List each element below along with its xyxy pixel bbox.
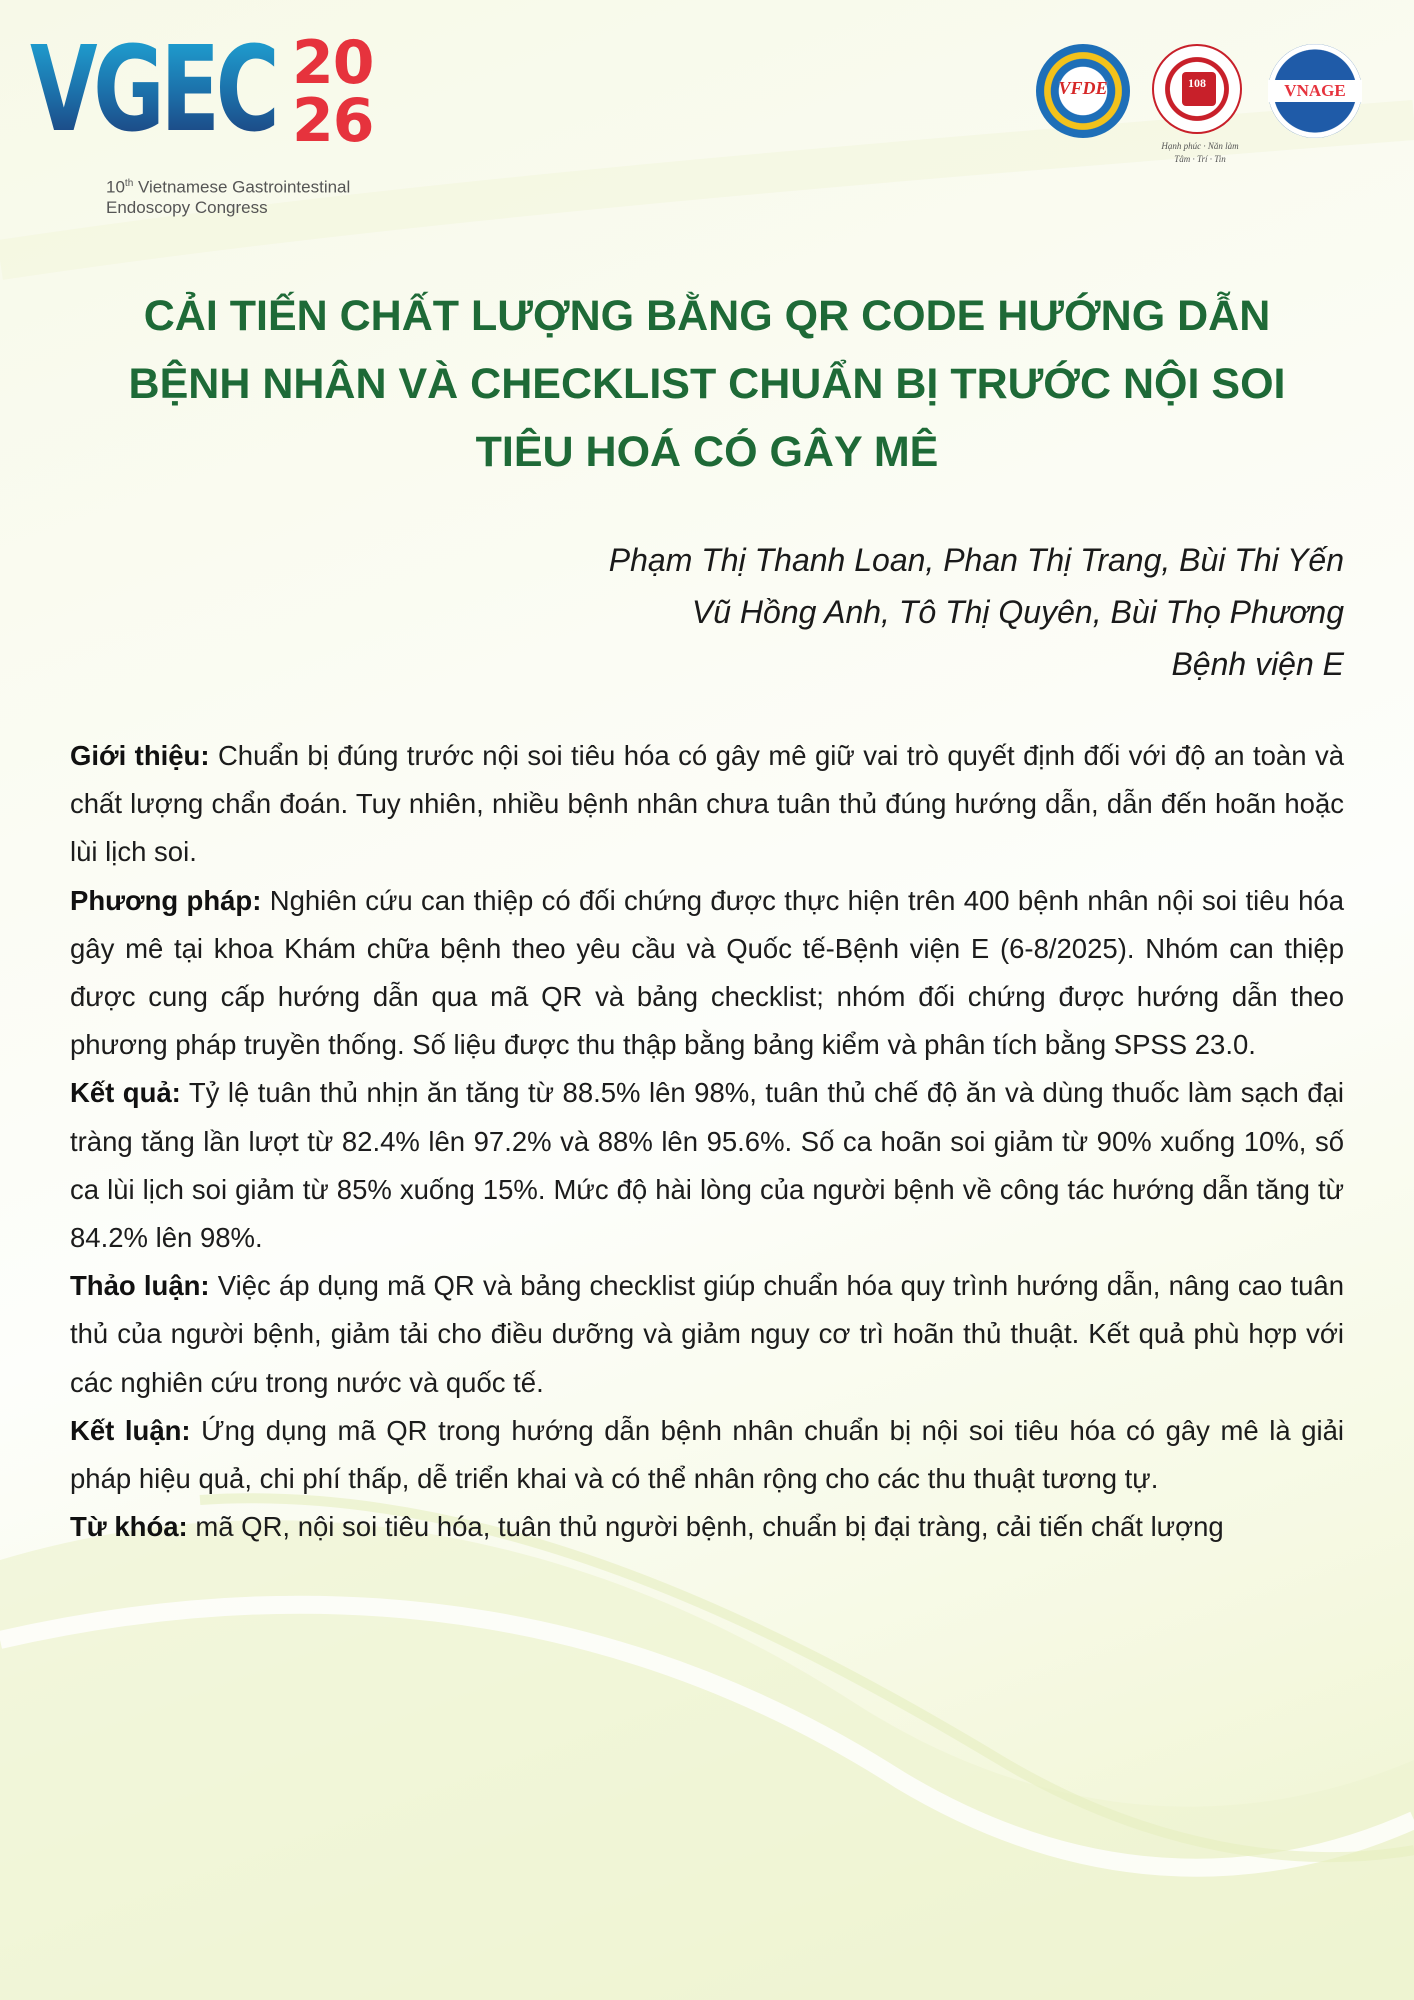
section-keywords-text: mã QR, nội soi tiêu hóa, tuân thủ người bệnh, chuẩn bị đại tràng, cải tiến chất lượng [187, 1511, 1224, 1543]
paper-title [60, 282, 1354, 486]
title-line-2: BỆNH NHÂN VÀ CHECKLIST CHUẨN BỊ TRƯỚC NỘI SOI [128, 360, 1286, 408]
section-conclusion-text: Ứng dụng mã QR trong hướng dẫn bệnh nhân chuẩn bị nội soi tiêu hóa có gây mê là giải pháp hiệu quả, chi phí thấp, dễ triển khai và có thể nhân rộng cho các thu thuật tương tự. [70, 1414, 1345, 1495]
logo-subtitle-ordinal-suffix: th [124, 178, 134, 189]
motto-line2: Tâm · Trí · Tin [1174, 154, 1226, 164]
section-methods-label: Phương pháp: [70, 884, 262, 916]
section-discussion-text: Việc áp dụng mã QR và bảng checklist giúp chuẩn hóa quy trình hướng dẫn, nâng cao tuân thủ của người bệnh, giảm tải cho điều dưỡng và giảm nguy cơ trì hoãn thủ thuật. Kết quả phù hợp với các nghiên cứu trong nước và quốc tế. [70, 1270, 1344, 1398]
title-line-1: CẢI TIẾN CHẤT LƯỢNG BẰNG QR CODE HƯỚNG DẪN [143, 292, 1271, 340]
section-discussion [70, 1262, 1344, 1407]
military-hospital-108-seal-icon [1152, 44, 1242, 134]
section-introduction-label: Giới thiệu: [70, 740, 210, 771]
logo-subtitle-line2: Endoscopy Congress [106, 197, 268, 217]
section-conclusion-label: Kết luận: [70, 1414, 191, 1446]
section-keywords-label: Từ khóa: [70, 1511, 188, 1543]
motto-line1: Hạnh phúc · Năn làm [1161, 141, 1239, 151]
section-conclusion [70, 1407, 1344, 1503]
section-introduction [70, 732, 1344, 877]
section-methods [70, 877, 1344, 1070]
section-results-label: Kết quả: [70, 1077, 181, 1109]
section-introduction-text: Chuẩn bị đúng trước nội soi tiêu hóa có gây mê giữ vai trò quyết định đối với độ an toàn và chất lượng chẩn đoán. Tuy nhiên, nhiều bệnh nhân chưa tuân thủ đúng hướng dẫn, dẫn đến hoãn hoặc lùi lịch soi. [70, 740, 1344, 868]
authors-line-2: Vũ Hồng Anh, Tô Thị Quyên, Bùi Thọ Phương [691, 594, 1344, 630]
authors-line-1: Phạm Thị Thanh Loan, Phan Thị Trang, Bùi Thi Yến [608, 542, 1344, 578]
vfde-label: VFDE [1058, 78, 1108, 98]
vgec-2026-logo [30, 20, 410, 220]
section-results [70, 1069, 1344, 1262]
author-affiliation: Bệnh viện E [1171, 646, 1344, 682]
author-block [344, 534, 1344, 690]
section-discussion-label: Thảo luận: [70, 1270, 210, 1302]
hospital-motto [1140, 140, 1260, 166]
logo-wordmark: VGEC [30, 20, 276, 158]
title-line-3: TIÊU HOÁ CÓ GÂY MÊ [475, 428, 939, 476]
logo-subtitle [106, 174, 350, 218]
logo-subtitle-ordinal: 10 [106, 177, 125, 197]
hospital-108-label: 108 [1188, 76, 1206, 90]
logo-year [292, 28, 374, 156]
section-results-text: Tỷ lệ tuân thủ nhịn ăn tăng từ 88.5% lên 98%, tuân thủ chế độ ăn và dùng thuốc làm sạch đại tràng tăng lần lượt từ 82.4% lên 97.2% và 88% lên 95.6%. Số ca hoãn soi giảm từ 90% xuống 10%, số ca lùi lịch soi giảm từ 85% xuống 15%. Mức độ hài lòng của người bệnh về công tác hướng dẫn tăng từ 84.2% lên 98%. [70, 1077, 1344, 1254]
vnage-label: VNAGE [1268, 80, 1362, 102]
section-keywords [70, 1503, 1344, 1551]
vfde-seal-icon [1036, 44, 1130, 138]
section-methods-text: Nghiên cứu can thiệp có đối chứng được thực hiện trên 400 bệnh nhân nội soi tiêu hóa gây mê tại khoa Khám chữa bệnh theo yêu cầu và Quốc tế-Bệnh viện E (6-8/2025). Nhóm can thiệp được cung cấp hướng dẫn qua mã QR và bảng checklist; nhóm đối chứng được hướng dẫn theo phương pháp truyền thống. Số liệu được thu thập bằng bảng kiểm và phân tích bằng SPSS 23.0. [70, 884, 1345, 1061]
logo-year-bottom: 26 [292, 86, 374, 156]
logo-subtitle-line1: Vietnamese Gastrointestinal [133, 177, 351, 197]
abstract-body [70, 732, 1344, 1551]
vnage-seal-icon [1268, 44, 1362, 138]
logo-year-top: 20 [292, 28, 374, 98]
partner-badges [1036, 44, 1366, 174]
